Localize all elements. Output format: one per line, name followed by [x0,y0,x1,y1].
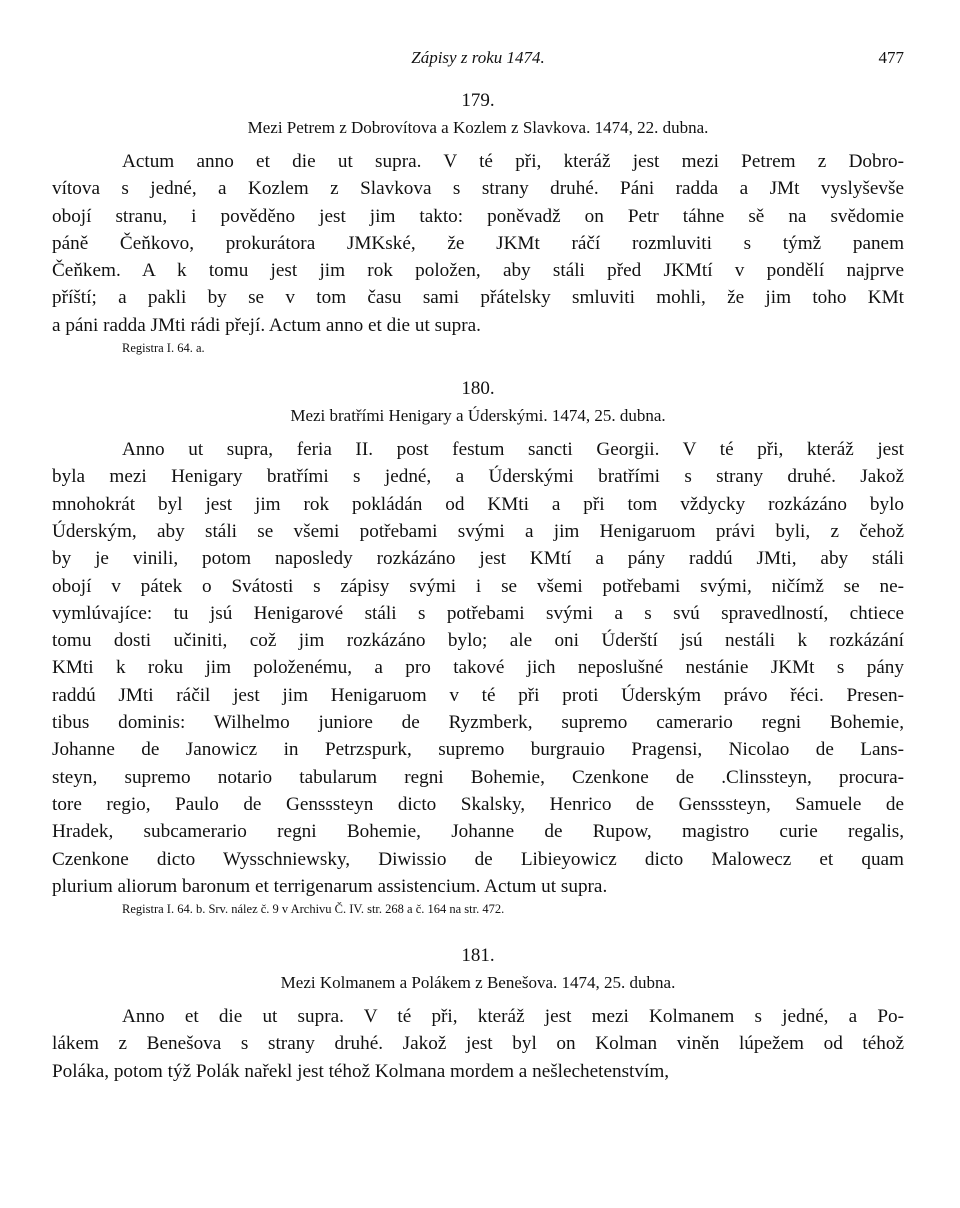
text-line: vymlúvajíce: tu jsú Henigarové stáli s potřebami svými a s svú spravedlností, chtiece [52,602,904,624]
entry-179 [52,90,904,356]
text-line: lákem z Benešova s strany druhé. Jakož jest byl on Kolman viněn lúpežem od téhož [52,1033,904,1055]
text-line: tomu dosti učiniti, což jim rozkázáno bylo; ale oni Úderští jsú nestáli k rozkázání [52,630,904,652]
text-line: raddú JMti ráčil jest jim Henigaruom v té při proti Úderským právo řéci. Presen- [52,684,904,706]
text-line: Čeňkem. A k tomu jest jim rok položen, aby stáli před JKMtí v pondělí najprve [52,260,904,282]
document-page [52,42,904,1085]
text-line: a páni radda JMti rádi přejí. Actum anno et die ut supra. [52,314,481,336]
source-reference: Registra I. 64. b. Srv. nález č. 9 v Archivu Č. IV. str. 268 a č. 164 na str. 472. [122,902,505,917]
text-line: Anno et die ut supra. V té při, kteráž jest mezi Kolmanem s jedné, a Po- [122,1006,904,1028]
entry-number: 180. [461,378,495,400]
text-line: obojí v pátek o Svátosti s zápisy svými i se všemi potřebami svými, ničímž se ne- [52,575,904,597]
running-title: Zápisy z roku 1474. [411,48,545,67]
text-line: plurium aliorum baronum et terrigenarum assistencium. Actum ut supra. [52,875,608,897]
text-line: byla mezi Henigary bratřími s jedné, a Úderskými bratřími s strany druhé. Jakož [52,466,904,488]
running-header [52,42,904,72]
text-line: vítova s jedné, a Kozlem z Slavkova s strany druhé. Páni radda a JMt vyslyševše [52,178,904,200]
text-line: páně Čeňkovo, prokurátora JMKské, že JKMt ráčí rozmluviti s týmž panem [52,232,904,254]
text-line: mnohokrát byl jest jim rok pokládán od KMti a při tom vždycky rozkázáno bylo [52,493,904,515]
entry-paragraph [52,436,904,900]
entry-180 [52,378,904,917]
text-line: Actum anno et die ut supra. V té při, kteráž jest mezi Petrem z Dobro- [122,151,904,172]
page-number: 477 [878,48,904,67]
text-line: tibus dominis: Wilhelmo juniore de Ryzmberk, supremo camerario regni Bohemie, [52,712,904,734]
text-line: steyn, supremo notario tabularum regni Bohemie, Czenkone de .Clinssteyn, procura- [52,766,904,788]
text-line: Úderským, aby stáli se všemi potřebami svými a jim Henigaruom právi byli, z čehož [52,520,904,542]
entries-container [52,90,904,1085]
entry-number: 179. [461,90,495,111]
entry-paragraph [52,1003,904,1085]
text-line: obojí stranu, i pověděno jest jim takto: poněvadž on Petr táhne sě na svědomie [52,205,904,227]
text-line: tore regio, Paulo de Gensssteyn dicto Skalsky, Henrico de Gensssteyn, Samuele de [52,793,904,815]
entry-title: Mezi Petrem z Dobrovítova a Kozlem z Slavkova. 1474, 22. dubna. [247,118,709,137]
text-line: příští; a pakli by se v tom času sami přátelsky smluviti mohli, že jim toho KMt [52,287,904,309]
source-reference: Registra I. 64. a. [122,341,205,356]
text-line: Czenkone dicto Wysschniewsky, Diwissio de Libieyowicz dicto Malowecz et quam [52,848,904,870]
text-line: Anno ut supra, feria II. post festum sancti Georgii. V té při, kteráž jest [122,439,904,461]
text-line: Poláka, potom týž Polák nařekl jest téhož Kolmana mordem a nešlechetenstvím, [52,1060,670,1082]
text-line: by je vinili, potom naposledy rozkázáno jest KMtí a pány raddú JMti, aby stáli [52,548,904,570]
text-line: Johanne de Janowicz in Petrzspurk, supremo burgrauio Pragensi, Nicolao de Lans- [52,739,904,761]
entry-number: 181. [461,945,495,967]
text-line: Hradek, subcamerario regni Bohemie, Johanne de Rupow, magistro curie regalis, [52,821,904,843]
entry-181 [52,945,904,1085]
entry-paragraph [52,148,904,339]
entry-title: Mezi Kolmanem a Polákem z Benešova. 1474, 25. dubna. [280,973,676,993]
entry-title: Mezi bratřími Henigary a Úderskými. 1474, 25. dubna. [290,406,666,426]
text-line: KMti k roku jim položenému, a pro takové jich neposlušné nestánie JKMt s pány [52,657,904,679]
